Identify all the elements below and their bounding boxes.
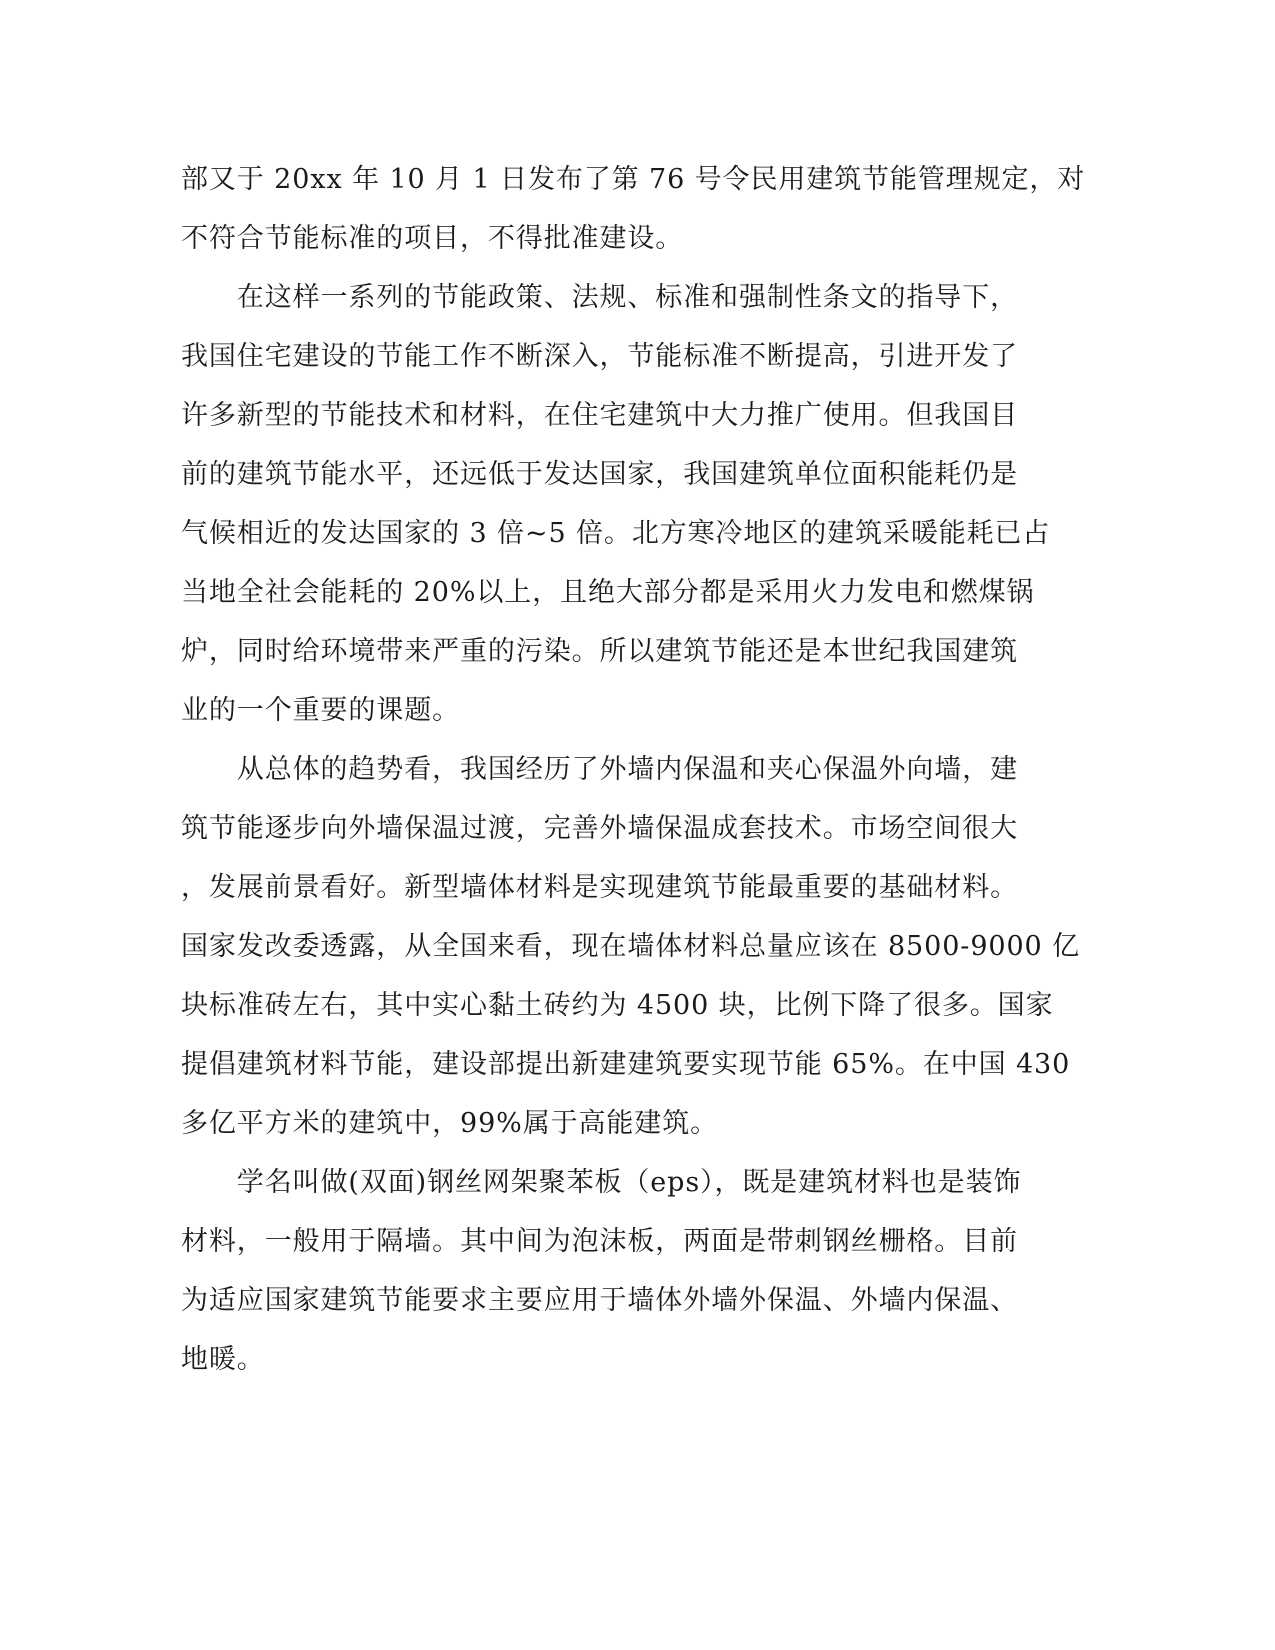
paragraph-1	[181, 150, 1086, 268]
text-line: 多亿平方米的建筑中，99%属于高能建筑。	[181, 1108, 719, 1139]
text-line: 学名叫做(双面)钢丝网架聚苯板（eps），既是建筑材料也是装饰	[181, 1167, 1022, 1198]
text-line: 在这样一系列的节能政策、法规、标准和强制性条文的指导下，	[181, 282, 1018, 313]
text-line: 我国住宅建设的节能工作不断深入，节能标准不断提高，引进开发了	[181, 341, 1018, 372]
paragraph-3	[181, 740, 1081, 1153]
text-line: 前的建筑节能水平，还远低于发达国家，我国建筑单位面积能耗仍是	[181, 459, 1018, 490]
text-line: 国家发改委透露，从全国来看，现在墙体材料总量应该在 8500-9000 亿	[181, 931, 1081, 962]
text-line: 块标准砖左右，其中实心黏土砖约为 4500 块，比例下降了很多。国家	[181, 990, 1054, 1021]
text-line: 从总体的趋势看，我国经历了外墙内保温和夹心保温外向墙，建	[181, 754, 1018, 785]
text-line: 气候相近的发达国家的 3 倍~5 倍。北方寒冷地区的建筑采暖能耗已占	[181, 518, 1051, 549]
text-line: 当地全社会能耗的 20%以上，且绝大部分都是采用火力发电和燃煤锅	[181, 577, 1035, 608]
text-line: 炉，同时给环境带来严重的污染。所以建筑节能还是本世纪我国建筑	[181, 636, 1018, 667]
text-line: 为适应国家建筑节能要求主要应用于墙体外墙外保温、外墙内保温、	[181, 1285, 1018, 1316]
text-line: 地暖。	[181, 1344, 265, 1375]
text-line: 提倡建筑材料节能，建设部提出新建建筑要实现节能 65%。在中国 430	[181, 1049, 1071, 1080]
paragraph-2	[181, 268, 1051, 740]
text-line: 业的一个重要的课题。	[181, 695, 460, 726]
text-line: 不符合节能标准的项目，不得批准建设。	[181, 223, 684, 254]
text-line: 许多新型的节能技术和材料，在住宅建筑中大力推广使用。但我国目	[181, 400, 1018, 431]
text-line: 材料，一般用于隔墙。其中间为泡沫板，两面是带刺钢丝栅格。目前	[181, 1226, 1018, 1257]
paragraph-4	[181, 1153, 1041, 1389]
text-line: ，发展前景看好。新型墙体材料是实现建筑节能最重要的基础材料。	[181, 872, 1018, 903]
text-line: 部又于 20xx 年 10 月 1 日发布了第 76 号令民用建筑节能管理规定，对	[181, 164, 1086, 195]
document-body	[181, 150, 1086, 1389]
text-line: 筑节能逐步向外墙保温过渡，完善外墙保温成套技术。市场空间很大	[181, 813, 1018, 844]
